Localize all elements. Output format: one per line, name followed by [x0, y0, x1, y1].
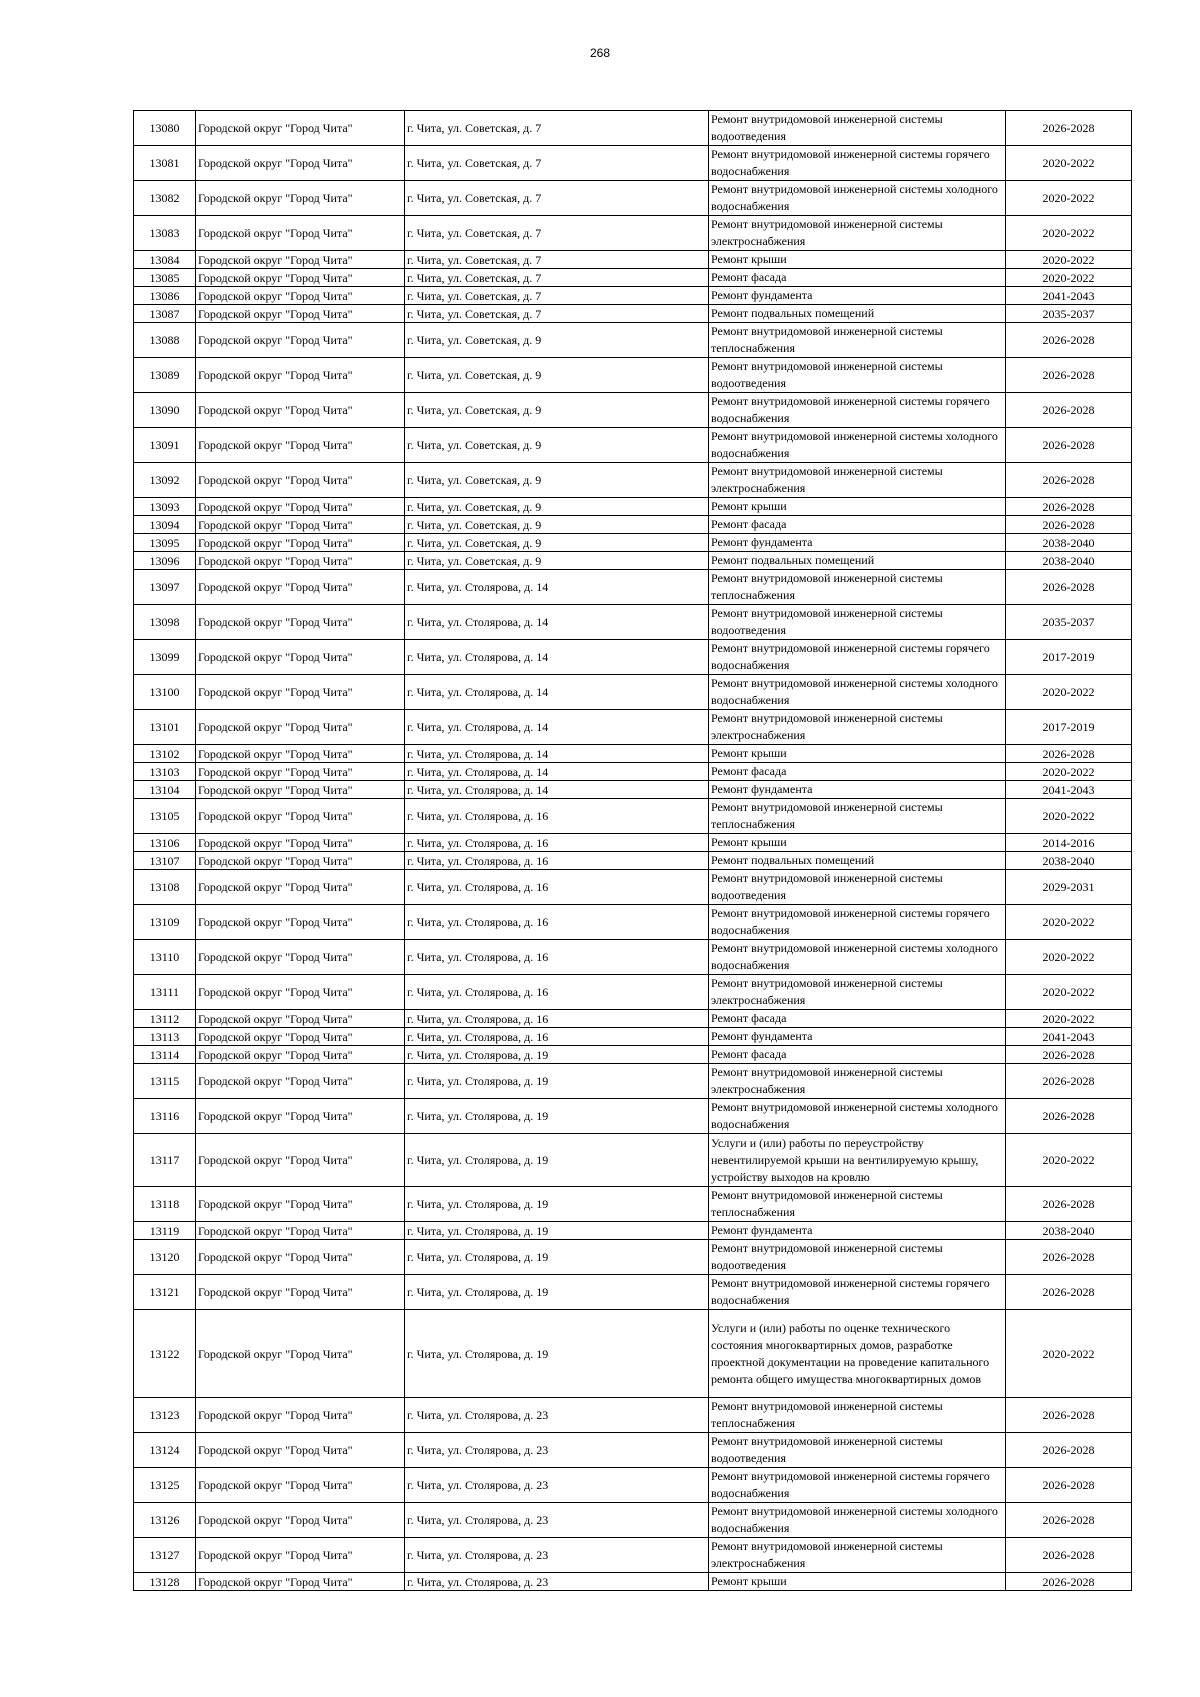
address-cell: г. Чита, ул. Столярова, д. 16	[405, 799, 709, 834]
table-row	[134, 975, 1132, 1010]
address-cell: г. Чита, ул. Столярова, д. 19	[405, 1222, 709, 1240]
row-number-cell: 13127	[134, 1538, 196, 1573]
period-cell: 2017-2019	[1006, 640, 1132, 675]
period-cell: 2026-2028	[1006, 1398, 1132, 1433]
period-cell: 2026-2028	[1006, 498, 1132, 516]
table-row	[134, 675, 1132, 710]
period-cell: 2026-2028	[1006, 570, 1132, 605]
table-row	[134, 498, 1132, 516]
period-cell: 2020-2022	[1006, 799, 1132, 834]
row-number-cell: 13092	[134, 463, 196, 498]
work-type-cell: Ремонт внутридомовой инженерной системы теплоснабжения	[709, 799, 1006, 834]
table-row	[134, 1064, 1132, 1099]
work-type-cell: Ремонт крыши	[709, 1573, 1006, 1591]
address-cell: г. Чита, ул. Столярова, д. 19	[405, 1046, 709, 1064]
municipality-cell: Городской округ "Город Чита"	[196, 251, 405, 269]
table-row	[134, 1468, 1132, 1503]
table-body	[134, 111, 1132, 1591]
address-cell: г. Чита, ул. Столярова, д. 14	[405, 745, 709, 763]
table-row	[134, 534, 1132, 552]
address-cell: г. Чита, ул. Столярова, д. 16	[405, 940, 709, 975]
table-row	[134, 710, 1132, 745]
table-row	[134, 781, 1132, 799]
address-cell: г. Чита, ул. Столярова, д. 23	[405, 1538, 709, 1573]
municipality-cell: Городской округ "Город Чита"	[196, 269, 405, 287]
work-type-cell: Ремонт внутридомовой инженерной системы электроснабжения	[709, 216, 1006, 251]
address-cell: г. Чита, ул. Советская, д. 9	[405, 393, 709, 428]
table-row	[134, 463, 1132, 498]
table-row	[134, 570, 1132, 605]
work-type-cell: Ремонт крыши	[709, 251, 1006, 269]
work-type-cell: Ремонт крыши	[709, 745, 1006, 763]
table-row	[134, 940, 1132, 975]
table-row	[134, 1573, 1132, 1591]
row-number-cell: 13107	[134, 852, 196, 870]
municipality-cell: Городской округ "Город Чита"	[196, 975, 405, 1010]
row-number-cell: 13080	[134, 111, 196, 146]
address-cell: г. Чита, ул. Советская, д. 7	[405, 111, 709, 146]
work-type-cell: Ремонт внутридомовой инженерной системы теплоснабжения	[709, 1187, 1006, 1222]
work-type-cell: Ремонт крыши	[709, 834, 1006, 852]
municipality-cell: Городской округ "Город Чита"	[196, 605, 405, 640]
table-row	[134, 111, 1132, 146]
municipality-cell: Городской округ "Город Чита"	[196, 1222, 405, 1240]
row-number-cell: 13116	[134, 1099, 196, 1134]
municipality-cell: Городской округ "Город Чита"	[196, 323, 405, 358]
period-cell: 2020-2022	[1006, 216, 1132, 251]
row-number-cell: 13110	[134, 940, 196, 975]
address-cell: г. Чита, ул. Советская, д. 9	[405, 516, 709, 534]
address-cell: г. Чита, ул. Советская, д. 9	[405, 552, 709, 570]
period-cell: 2026-2028	[1006, 111, 1132, 146]
work-type-cell: Ремонт внутридомовой инженерной системы теплоснабжения	[709, 570, 1006, 605]
municipality-cell: Городской округ "Город Чита"	[196, 1046, 405, 1064]
municipality-cell: Городской округ "Город Чита"	[196, 1398, 405, 1433]
row-number-cell: 13106	[134, 834, 196, 852]
table-row	[134, 552, 1132, 570]
row-number-cell: 13115	[134, 1064, 196, 1099]
address-cell: г. Чита, ул. Советская, д. 9	[405, 463, 709, 498]
row-number-cell: 13089	[134, 358, 196, 393]
work-type-cell: Ремонт внутридомовой инженерной системы водоотведения	[709, 1433, 1006, 1468]
period-cell: 2026-2028	[1006, 1240, 1132, 1275]
municipality-cell: Городской округ "Город Чита"	[196, 799, 405, 834]
row-number-cell: 13113	[134, 1028, 196, 1046]
period-cell: 2026-2028	[1006, 393, 1132, 428]
table-row	[134, 1398, 1132, 1433]
table-row	[134, 1433, 1132, 1468]
work-type-cell: Услуги и (или) работы по переустройству невентилируемой крыши на вентилируемую крышу, устройству выходов на кровлю	[709, 1134, 1006, 1187]
municipality-cell: Городской округ "Город Чита"	[196, 305, 405, 323]
period-cell: 2041-2043	[1006, 781, 1132, 799]
work-type-cell: Ремонт внутридомовой инженерной системы горячего водоснабжения	[709, 393, 1006, 428]
work-type-cell: Ремонт внутридомовой инженерной системы электроснабжения	[709, 975, 1006, 1010]
table-row	[134, 287, 1132, 305]
address-cell: г. Чита, ул. Столярова, д. 14	[405, 710, 709, 745]
municipality-cell: Городской округ "Город Чита"	[196, 287, 405, 305]
municipality-cell: Городской округ "Город Чита"	[196, 516, 405, 534]
period-cell: 2026-2028	[1006, 323, 1132, 358]
municipality-cell: Городской округ "Город Чита"	[196, 763, 405, 781]
municipality-cell: Городской округ "Город Чита"	[196, 552, 405, 570]
municipality-cell: Городской округ "Город Чита"	[196, 1099, 405, 1134]
row-number-cell: 13095	[134, 534, 196, 552]
row-number-cell: 13122	[134, 1310, 196, 1398]
address-cell: г. Чита, ул. Столярова, д. 23	[405, 1468, 709, 1503]
period-cell: 2026-2028	[1006, 1187, 1132, 1222]
address-cell: г. Чита, ул. Столярова, д. 19	[405, 1240, 709, 1275]
work-type-cell: Услуги и (или) работы по оценке технического состояния многоквартирных домов, разработке проектной документации на проведение капитального ремонта общего имущества многоквартирных домов	[709, 1310, 1006, 1398]
period-cell: 2041-2043	[1006, 1028, 1132, 1046]
work-type-cell: Ремонт фасада	[709, 1046, 1006, 1064]
table-row	[134, 181, 1132, 216]
table-row	[134, 305, 1132, 323]
municipality-cell: Городской округ "Город Чита"	[196, 1275, 405, 1310]
municipality-cell: Городской округ "Город Чита"	[196, 870, 405, 905]
work-type-cell: Ремонт внутридомовой инженерной системы водоотведения	[709, 111, 1006, 146]
address-cell: г. Чита, ул. Столярова, д. 23	[405, 1433, 709, 1468]
row-number-cell: 13109	[134, 905, 196, 940]
row-number-cell: 13118	[134, 1187, 196, 1222]
work-type-cell: Ремонт фасада	[709, 763, 1006, 781]
period-cell: 2020-2022	[1006, 675, 1132, 710]
work-type-cell: Ремонт внутридомовой инженерной системы электроснабжения	[709, 710, 1006, 745]
period-cell: 2026-2028	[1006, 463, 1132, 498]
row-number-cell: 13112	[134, 1010, 196, 1028]
municipality-cell: Городской округ "Город Чита"	[196, 463, 405, 498]
address-cell: г. Чита, ул. Столярова, д. 16	[405, 1010, 709, 1028]
row-number-cell: 13083	[134, 216, 196, 251]
work-type-cell: Ремонт фундамента	[709, 781, 1006, 799]
work-type-cell: Ремонт фундамента	[709, 1028, 1006, 1046]
row-number-cell: 13121	[134, 1275, 196, 1310]
period-cell: 2026-2028	[1006, 1099, 1132, 1134]
table-row	[134, 852, 1132, 870]
work-type-cell: Ремонт внутридомовой инженерной системы водоотведения	[709, 870, 1006, 905]
municipality-cell: Городской округ "Город Чита"	[196, 1310, 405, 1398]
address-cell: г. Чита, ул. Советская, д. 7	[405, 181, 709, 216]
row-number-cell: 13094	[134, 516, 196, 534]
municipality-cell: Городской округ "Город Чита"	[196, 940, 405, 975]
row-number-cell: 13105	[134, 799, 196, 834]
row-number-cell: 13125	[134, 1468, 196, 1503]
table-row	[134, 516, 1132, 534]
municipality-cell: Городской округ "Город Чита"	[196, 1433, 405, 1468]
table-row	[134, 269, 1132, 287]
address-cell: г. Чита, ул. Советская, д. 9	[405, 323, 709, 358]
row-number-cell: 13091	[134, 428, 196, 463]
municipality-cell: Городской округ "Город Чита"	[196, 181, 405, 216]
row-number-cell: 13101	[134, 710, 196, 745]
period-cell: 2020-2022	[1006, 181, 1132, 216]
row-number-cell: 13090	[134, 393, 196, 428]
work-type-cell: Ремонт внутридомовой инженерной системы водоотведения	[709, 358, 1006, 393]
row-number-cell: 13098	[134, 605, 196, 640]
period-cell: 2026-2028	[1006, 1503, 1132, 1538]
row-number-cell: 13099	[134, 640, 196, 675]
address-cell: г. Чита, ул. Столярова, д. 14	[405, 675, 709, 710]
period-cell: 2026-2028	[1006, 358, 1132, 393]
row-number-cell: 13123	[134, 1398, 196, 1433]
table-row	[134, 1028, 1132, 1046]
row-number-cell: 13097	[134, 570, 196, 605]
period-cell: 2035-2037	[1006, 305, 1132, 323]
table-row	[134, 870, 1132, 905]
municipality-cell: Городской округ "Город Чита"	[196, 1573, 405, 1591]
work-type-cell: Ремонт фасада	[709, 269, 1006, 287]
period-cell: 2026-2028	[1006, 1433, 1132, 1468]
page-number: 268	[589, 46, 611, 60]
address-cell: г. Чита, ул. Советская, д. 9	[405, 498, 709, 516]
work-type-cell: Ремонт внутридомовой инженерной системы электроснабжения	[709, 1538, 1006, 1573]
table-row	[134, 1046, 1132, 1064]
work-type-cell: Ремонт фундамента	[709, 287, 1006, 305]
work-type-cell: Ремонт крыши	[709, 498, 1006, 516]
municipality-cell: Городской округ "Город Чита"	[196, 1134, 405, 1187]
period-cell: 2026-2028	[1006, 1064, 1132, 1099]
work-type-cell: Ремонт подвальных помещений	[709, 552, 1006, 570]
municipality-cell: Городской округ "Город Чита"	[196, 710, 405, 745]
address-cell: г. Чита, ул. Столярова, д. 16	[405, 870, 709, 905]
table-row	[134, 834, 1132, 852]
work-type-cell: Ремонт внутридомовой инженерной системы теплоснабжения	[709, 323, 1006, 358]
address-cell: г. Чита, ул. Столярова, д. 16	[405, 834, 709, 852]
municipality-cell: Городской округ "Город Чита"	[196, 1010, 405, 1028]
address-cell: г. Чита, ул. Столярова, д. 23	[405, 1573, 709, 1591]
municipality-cell: Городской округ "Город Чита"	[196, 498, 405, 516]
address-cell: г. Чита, ул. Советская, д. 7	[405, 305, 709, 323]
address-cell: г. Чита, ул. Столярова, д. 14	[405, 640, 709, 675]
work-type-cell: Ремонт внутридомовой инженерной системы горячего водоснабжения	[709, 905, 1006, 940]
municipality-cell: Городской округ "Город Чита"	[196, 146, 405, 181]
row-number-cell: 13114	[134, 1046, 196, 1064]
table-row	[134, 251, 1132, 269]
row-number-cell: 13111	[134, 975, 196, 1010]
municipality-cell: Городской округ "Город Чита"	[196, 640, 405, 675]
period-cell: 2020-2022	[1006, 1010, 1132, 1028]
address-cell: г. Чита, ул. Советская, д. 7	[405, 146, 709, 181]
period-cell: 2035-2037	[1006, 605, 1132, 640]
address-cell: г. Чита, ул. Столярова, д. 19	[405, 1134, 709, 1187]
table-row	[134, 905, 1132, 940]
period-cell: 2014-2016	[1006, 834, 1132, 852]
municipality-cell: Городской округ "Город Чита"	[196, 852, 405, 870]
work-type-cell: Ремонт внутридомовой инженерной системы холодного водоснабжения	[709, 428, 1006, 463]
work-type-cell: Ремонт внутридомовой инженерной системы электроснабжения	[709, 1064, 1006, 1099]
address-cell: г. Чита, ул. Советская, д. 9	[405, 534, 709, 552]
address-cell: г. Чита, ул. Столярова, д. 16	[405, 1028, 709, 1046]
address-cell: г. Чита, ул. Столярова, д. 16	[405, 852, 709, 870]
period-cell: 2026-2028	[1006, 1538, 1132, 1573]
period-cell: 2038-2040	[1006, 852, 1132, 870]
municipality-cell: Городской округ "Город Чита"	[196, 393, 405, 428]
period-cell: 2038-2040	[1006, 552, 1132, 570]
table-row	[134, 393, 1132, 428]
municipality-cell: Городской округ "Город Чита"	[196, 1064, 405, 1099]
work-type-cell: Ремонт подвальных помещений	[709, 852, 1006, 870]
municipality-cell: Городской округ "Город Чита"	[196, 1240, 405, 1275]
address-cell: г. Чита, ул. Столярова, д. 19	[405, 1310, 709, 1398]
table-row	[134, 358, 1132, 393]
period-cell: 2029-2031	[1006, 870, 1132, 905]
table-row	[134, 323, 1132, 358]
address-cell: г. Чита, ул. Столярова, д. 14	[405, 605, 709, 640]
repair-schedule-table	[133, 110, 1132, 1591]
municipality-cell: Городской округ "Город Чита"	[196, 781, 405, 799]
table-row	[134, 1010, 1132, 1028]
table-row	[134, 640, 1132, 675]
row-number-cell: 13124	[134, 1433, 196, 1468]
table-row	[134, 1222, 1132, 1240]
row-number-cell: 13103	[134, 763, 196, 781]
period-cell: 2026-2028	[1006, 1275, 1132, 1310]
period-cell: 2026-2028	[1006, 1468, 1132, 1503]
work-type-cell: Ремонт фасада	[709, 516, 1006, 534]
address-cell: г. Чита, ул. Столярова, д. 16	[405, 975, 709, 1010]
period-cell: 2020-2022	[1006, 146, 1132, 181]
work-type-cell: Ремонт внутридомовой инженерной системы электроснабжения	[709, 463, 1006, 498]
period-cell: 2020-2022	[1006, 251, 1132, 269]
table-row	[134, 1275, 1132, 1310]
address-cell: г. Чита, ул. Столярова, д. 23	[405, 1503, 709, 1538]
period-cell: 2020-2022	[1006, 1134, 1132, 1187]
row-number-cell: 13120	[134, 1240, 196, 1275]
work-type-cell: Ремонт внутридомовой инженерной системы горячего водоснабжения	[709, 1468, 1006, 1503]
row-number-cell: 13126	[134, 1503, 196, 1538]
address-cell: г. Чита, ул. Советская, д. 7	[405, 269, 709, 287]
period-cell: 2026-2028	[1006, 745, 1132, 763]
address-cell: г. Чита, ул. Столярова, д. 23	[405, 1398, 709, 1433]
work-type-cell: Ремонт подвальных помещений	[709, 305, 1006, 323]
table-row	[134, 1134, 1132, 1187]
address-cell: г. Чита, ул. Столярова, д. 19	[405, 1064, 709, 1099]
period-cell: 2020-2022	[1006, 940, 1132, 975]
address-cell: г. Чита, ул. Советская, д. 7	[405, 287, 709, 305]
row-number-cell: 13128	[134, 1573, 196, 1591]
table-row	[134, 146, 1132, 181]
period-cell: 2041-2043	[1006, 287, 1132, 305]
row-number-cell: 13082	[134, 181, 196, 216]
row-number-cell: 13096	[134, 552, 196, 570]
municipality-cell: Городской округ "Город Чита"	[196, 428, 405, 463]
table-row	[134, 428, 1132, 463]
municipality-cell: Городской округ "Город Чита"	[196, 1187, 405, 1222]
address-cell: г. Чита, ул. Столярова, д. 19	[405, 1099, 709, 1134]
row-number-cell: 13117	[134, 1134, 196, 1187]
work-type-cell: Ремонт внутридомовой инженерной системы горячего водоснабжения	[709, 1275, 1006, 1310]
address-cell: г. Чита, ул. Столярова, д. 16	[405, 905, 709, 940]
row-number-cell: 13119	[134, 1222, 196, 1240]
period-cell: 2026-2028	[1006, 1046, 1132, 1064]
period-cell: 2020-2022	[1006, 763, 1132, 781]
municipality-cell: Городской округ "Город Чита"	[196, 534, 405, 552]
municipality-cell: Городской округ "Город Чита"	[196, 905, 405, 940]
municipality-cell: Городской округ "Город Чита"	[196, 1468, 405, 1503]
period-cell: 2017-2019	[1006, 710, 1132, 745]
table-row	[134, 763, 1132, 781]
period-cell: 2020-2022	[1006, 1310, 1132, 1398]
row-number-cell: 13087	[134, 305, 196, 323]
municipality-cell: Городской округ "Город Чита"	[196, 1538, 405, 1573]
table-row	[134, 799, 1132, 834]
municipality-cell: Городской округ "Город Чита"	[196, 1028, 405, 1046]
municipality-cell: Городской округ "Город Чита"	[196, 745, 405, 763]
row-number-cell: 13085	[134, 269, 196, 287]
address-cell: г. Чита, ул. Советская, д. 9	[405, 358, 709, 393]
work-type-cell: Ремонт внутридомовой инженерной системы водоотведения	[709, 1240, 1006, 1275]
address-cell: г. Чита, ул. Советская, д. 7	[405, 251, 709, 269]
address-cell: г. Чита, ул. Советская, д. 7	[405, 216, 709, 251]
work-type-cell: Ремонт фасада	[709, 1010, 1006, 1028]
table-row	[134, 745, 1132, 763]
period-cell: 2020-2022	[1006, 905, 1132, 940]
work-type-cell: Ремонт внутридомовой инженерной системы горячего водоснабжения	[709, 146, 1006, 181]
municipality-cell: Городской округ "Город Чита"	[196, 570, 405, 605]
period-cell: 2038-2040	[1006, 1222, 1132, 1240]
table-row	[134, 1187, 1132, 1222]
work-type-cell: Ремонт внутридомовой инженерной системы холодного водоснабжения	[709, 1099, 1006, 1134]
address-cell: г. Чита, ул. Столярова, д. 19	[405, 1187, 709, 1222]
work-type-cell: Ремонт внутридомовой инженерной системы холодного водоснабжения	[709, 181, 1006, 216]
work-type-cell: Ремонт внутридомовой инженерной системы холодного водоснабжения	[709, 1503, 1006, 1538]
work-type-cell: Ремонт внутридомовой инженерной системы теплоснабжения	[709, 1398, 1006, 1433]
period-cell: 2026-2028	[1006, 428, 1132, 463]
period-cell: 2020-2022	[1006, 975, 1132, 1010]
work-type-cell: Ремонт внутридомовой инженерной системы водоотведения	[709, 605, 1006, 640]
municipality-cell: Городской округ "Город Чита"	[196, 111, 405, 146]
address-cell: г. Чита, ул. Столярова, д. 14	[405, 781, 709, 799]
row-number-cell: 13093	[134, 498, 196, 516]
row-number-cell: 13104	[134, 781, 196, 799]
work-type-cell: Ремонт внутридомовой инженерной системы холодного водоснабжения	[709, 675, 1006, 710]
work-type-cell: Ремонт внутридомовой инженерной системы горячего водоснабжения	[709, 640, 1006, 675]
address-cell: г. Чита, ул. Столярова, д. 14	[405, 570, 709, 605]
table-row	[134, 605, 1132, 640]
work-type-cell: Ремонт внутридомовой инженерной системы холодного водоснабжения	[709, 940, 1006, 975]
row-number-cell: 13108	[134, 870, 196, 905]
table-row	[134, 1503, 1132, 1538]
municipality-cell: Городской округ "Город Чита"	[196, 1503, 405, 1538]
row-number-cell: 13102	[134, 745, 196, 763]
row-number-cell: 13088	[134, 323, 196, 358]
period-cell: 2020-2022	[1006, 269, 1132, 287]
period-cell: 2038-2040	[1006, 534, 1132, 552]
address-cell: г. Чита, ул. Столярова, д. 14	[405, 763, 709, 781]
municipality-cell: Городской округ "Город Чита"	[196, 675, 405, 710]
row-number-cell: 13086	[134, 287, 196, 305]
table-row	[134, 1099, 1132, 1134]
address-cell: г. Чита, ул. Столярова, д. 19	[405, 1275, 709, 1310]
period-cell: 2026-2028	[1006, 1573, 1132, 1591]
work-type-cell: Ремонт фундамента	[709, 1222, 1006, 1240]
row-number-cell: 13081	[134, 146, 196, 181]
table-row	[134, 216, 1132, 251]
municipality-cell: Городской округ "Город Чита"	[196, 358, 405, 393]
work-type-cell: Ремонт фундамента	[709, 534, 1006, 552]
table-row	[134, 1310, 1132, 1398]
row-number-cell: 13084	[134, 251, 196, 269]
table-row	[134, 1538, 1132, 1573]
period-cell: 2026-2028	[1006, 516, 1132, 534]
address-cell: г. Чита, ул. Советская, д. 9	[405, 428, 709, 463]
municipality-cell: Городской округ "Город Чита"	[196, 216, 405, 251]
row-number-cell: 13100	[134, 675, 196, 710]
municipality-cell: Городской округ "Город Чита"	[196, 834, 405, 852]
table-row	[134, 1240, 1132, 1275]
